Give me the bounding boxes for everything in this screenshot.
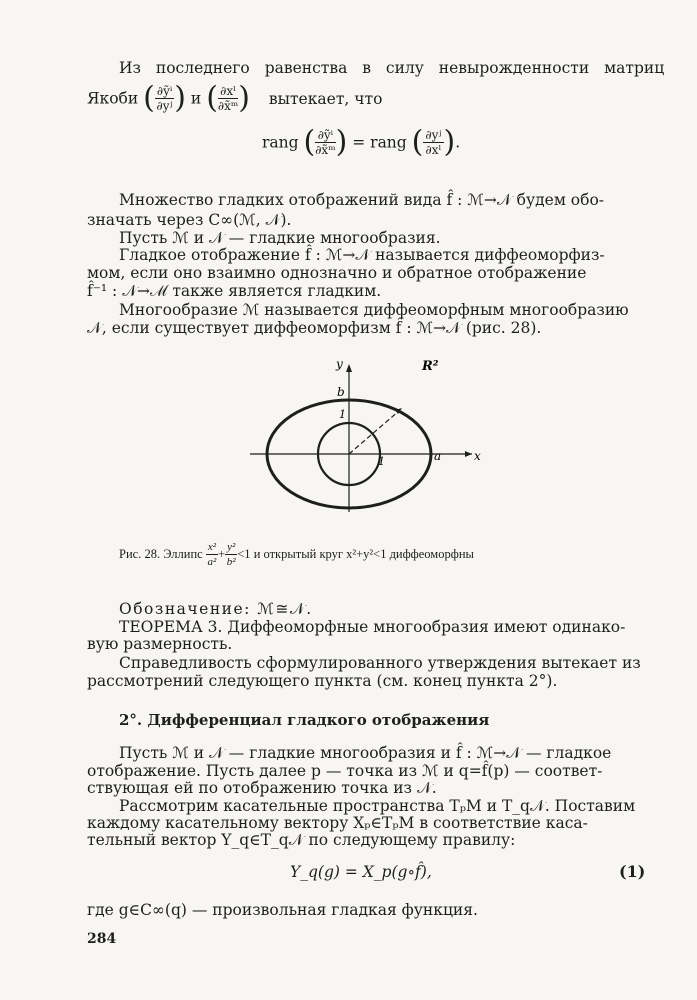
theorem-line-1: ТЕОРЕМА 3. Диффеоморфные многообразия имеют одинако-	[119, 618, 626, 636]
caption-frac-x	[206, 540, 218, 569]
text-line-21: каждому касательному вектору Xₚ∈TₚM в соответствие каса-	[87, 814, 588, 832]
y-axis-arrow	[346, 364, 352, 372]
text-line-22: тельный вектор Y_q∈T_q𝒩 по следующему правилу:	[87, 831, 516, 849]
x-axis-arrow	[465, 451, 472, 457]
jacobi-matrix-1	[155, 84, 174, 113]
caption-frac-y-num: y²	[227, 541, 236, 553]
jacobi-1-num: ∂ỹⁱ	[156, 84, 173, 98]
text-line-8: мом, если оно взаимно однозначно и обратное отображение	[87, 264, 587, 282]
caption-frac-x-den: a²	[207, 556, 217, 568]
text-line-7: Гладкое отображение f̂ : ℳ→𝒩 называется диффеоморфиз-	[119, 246, 605, 264]
caption-frac-y-den: b²	[226, 556, 236, 568]
text-line-10: Многообразие ℳ называется диффеоморфным многообразию	[119, 301, 629, 319]
equals-sign: =	[352, 133, 366, 152]
text-line-20: Рассмотрим касательные пространства TₚM и T_q𝒩. Поставим	[119, 797, 636, 815]
text-line-15: Справедливость сформулированного утверждения вытекает из	[119, 654, 641, 672]
caption-frac-x-num: x²	[207, 541, 216, 553]
label-R2: R²	[422, 359, 439, 374]
caption-start: Рис. 28. Эллипс	[119, 547, 203, 561]
caption-frac-y	[225, 540, 237, 569]
jacobi-word: Якоби	[87, 89, 139, 108]
label-b: b	[337, 385, 345, 399]
text-line-6: Пусть ℳ и 𝒩 — гладкие многообразия.	[119, 229, 441, 247]
label-one-right: 1	[378, 455, 385, 468]
label-one-top: 1	[339, 408, 346, 421]
rank-frac-1	[315, 128, 335, 157]
formula-1-number: (1)	[619, 862, 646, 881]
caption-plus: +	[218, 547, 226, 561]
paren-close: )	[335, 124, 348, 160]
rang-2: rang	[370, 133, 407, 152]
text-line-24: где g∈C∞(q) — произвольная гладкая функция.	[87, 901, 478, 919]
label-a: a	[434, 449, 442, 463]
text-line-19: ствующая ей по отображению точка из 𝒩.	[87, 779, 437, 797]
paren-open: (	[206, 80, 218, 116]
rank-frac-2	[423, 128, 443, 157]
jacobi-line	[87, 80, 383, 126]
jacobi-2-num: ∂xˡ	[218, 84, 238, 99]
paren-close: )	[174, 80, 186, 116]
jacobi-1-den: ∂yʲ	[156, 99, 173, 113]
rank-frac-1-num: ∂ỹⁱ	[315, 128, 335, 143]
text-line-1: Из последнего равенства в силу невырожденности матриц	[119, 59, 665, 77]
paren-open: (	[411, 124, 424, 160]
paren-open: (	[303, 124, 316, 160]
section-heading: 2°. Дифференциал гладкого отображения	[119, 711, 490, 729]
text-line-9: f̂⁻¹ : 𝒩→ℳ также является гладким.	[87, 282, 382, 300]
text-line-16: рассмотрений следующего пункта (см. конец пункта 2°).	[87, 672, 558, 690]
notation-line: Обозначение: ℳ≅𝒩.	[119, 600, 313, 618]
label-y: y	[336, 357, 343, 371]
text-line-17: Пусть ℳ и 𝒩 — гладкие многообразия и f̂ : ℳ→𝒩 — гладкое	[119, 744, 612, 762]
text-line-18: отображение. Пусть далее p — точка из ℳ и q=f̂(p) — соответ-	[87, 762, 603, 780]
text-line-4: Множество гладких отображений вида f̂ : ℳ→𝒩 будем обо-	[119, 191, 605, 209]
jacobi-2-den: ∂x̃ᵐ	[217, 99, 239, 113]
rank-equation	[262, 124, 461, 172]
rank-frac-1-den: ∂x̃ᵐ	[315, 143, 336, 157]
paren-open: (	[143, 80, 155, 116]
rank-frac-2-den: ∂xˡ	[425, 143, 442, 157]
text-line-11: 𝒩, если существует диффеоморфизм f̂ : ℳ→𝒩 (рис. 28).	[87, 319, 542, 337]
figure-caption	[119, 540, 474, 569]
paren-close: )	[443, 124, 456, 160]
caption-less-one: <1	[237, 547, 251, 561]
ellipse-circle-figure	[250, 352, 490, 512]
page-number: 284	[87, 931, 117, 947]
caption-end: и открытый круг x²+y²<1 диффеоморфны	[253, 547, 474, 561]
paren-close: )	[238, 80, 250, 116]
rank-frac-2-num: ∂yʲ	[425, 128, 442, 142]
rank-dot: .	[455, 133, 461, 152]
jacobi-matrix-2	[218, 84, 238, 113]
mapping-dashed-line	[349, 410, 400, 454]
follows-word: вытекает, что	[268, 89, 383, 108]
formula-1: Y_q(g) = X_p(g∘f̂),	[290, 863, 432, 881]
label-x: x	[474, 449, 481, 463]
text-line-5: значать через C∞(ℳ, 𝒩).	[87, 211, 292, 229]
rang-1: rang	[262, 133, 299, 152]
and-word: и	[190, 89, 202, 108]
theorem-line-2: вую размерность.	[87, 635, 233, 653]
